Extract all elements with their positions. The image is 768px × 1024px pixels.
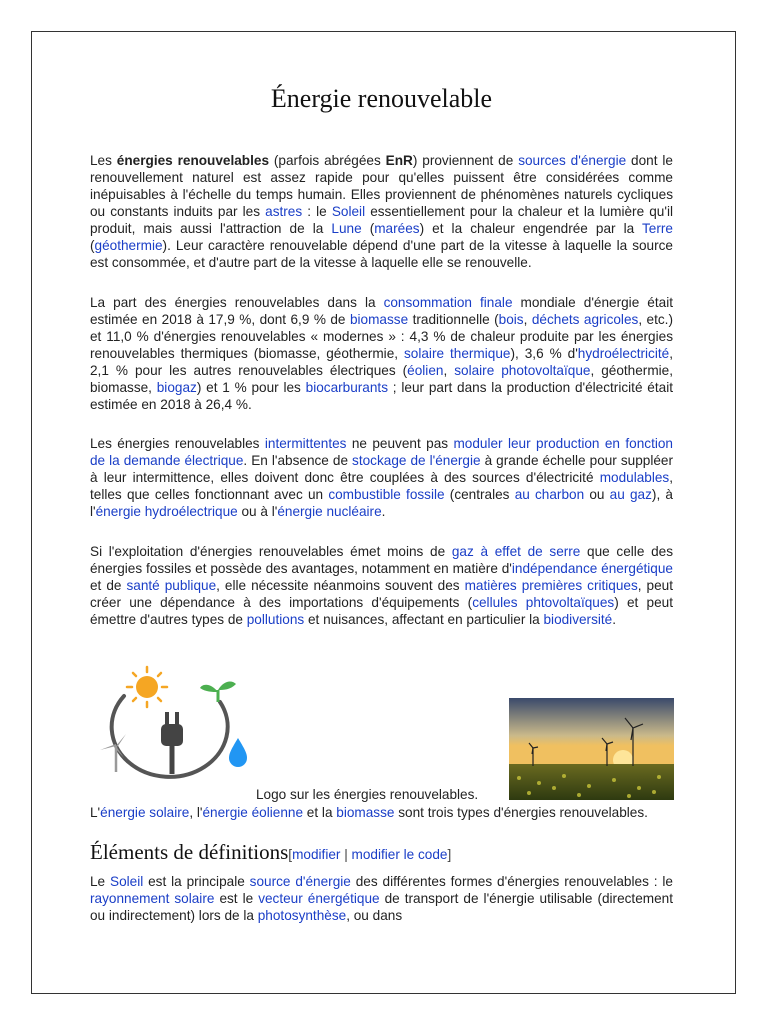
- paragraph-exploitation: Si l'exploitation d'énergies renouvelables émet moins de gaz à effet de serre que celle des énergies fossiles et possède des avantages, notamment en matière d'indépendance énergétique et de santé publique, elle nécessite néanmoins souvent des matières premières critiques, peut créer une dépendance à des importations d'équipements (cellules phtovoltaïques) et peut émettre d'autres types de pollutions et nuisances, affectant en particulier la biodiversité.: [90, 544, 674, 627]
- link-soleil-2[interactable]: Soleil: [110, 874, 144, 889]
- link-sources-energie[interactable]: sources d'énergie: [518, 153, 627, 168]
- link-cellules-photovoltaiques[interactable]: cellules phtovoltaïques: [472, 595, 615, 610]
- link-geothermie[interactable]: géothermie: [94, 238, 163, 253]
- link-moduler-production[interactable]: moduler leur production en fonction de la demande électrique: [90, 436, 673, 468]
- link-matieres-premieres[interactable]: matières premières critiques: [464, 578, 638, 593]
- link-consommation-finale[interactable]: consommation finale: [383, 295, 513, 310]
- link-bois[interactable]: bois: [498, 312, 524, 327]
- link-energie-solaire[interactable]: énergie solaire: [100, 805, 190, 820]
- edit-code-link[interactable]: modifier le code: [351, 847, 448, 862]
- logo-caption: Logo sur les énergies renouvelables.: [256, 787, 479, 802]
- paragraph-intermittence: Les énergies renouvelables intermittentes ne peuvent pas moduler leur production en fonction de la demande électrique. En l'absence de stockage de l'énergie à grande échelle pour suppléer à leur intermittence, elles doivent donc être couplées à des sources d'électricité modulables, telles que celles fonctionnant avec un combustible fossile (centrales au charbon ou au gaz), à l'énergie hydroélectrique ou à l'énergie nucléaire.: [90, 436, 674, 519]
- link-biomasse[interactable]: biomasse: [349, 312, 409, 327]
- sprout-icon: [200, 682, 236, 702]
- edit-link[interactable]: modifier: [292, 847, 341, 862]
- plug-icon: [161, 712, 183, 774]
- paragraph-part: La part des énergies renouvelables dans la consommation finale mondiale d'énergie était estimée en 2018 à 17,9 %, dont 6,9 % de biomasse traditionnelle (bois, déchets agricoles, etc.) et 11,0 % d'énergies renouvelables « modernes » : 4,3 % de chaleur produite par les énergies renouvelables thermiques (biomasse, géothermie, solaire thermique), 3,6 % d'hydroélectricité, 2,1 % pour les autres renouvelables électriques (éolien, solaire photovoltaïque, géothermie, biomasse, biogaz) et 1 % pour les biocarburants ; leur part dans la production d'électricité était estimée en 2018 à 26,4 %.: [90, 295, 674, 412]
- link-au-gaz[interactable]: au gaz: [609, 487, 652, 502]
- water-drop-icon: [229, 738, 247, 767]
- link-dechets-agricoles[interactable]: déchets agricoles: [531, 312, 639, 327]
- link-combustible-fossile[interactable]: combustible fossile: [328, 487, 445, 502]
- paragraph-intro: Les énergies renouvelables (parfois abrégées EnR) proviennent de sources d'énergie dont le renouvellement naturel est assez rapide pour qu'elles puissent être considérées comme inépuisables à l'échelle du temps humain. Elles proviennent de phénomènes naturels cycliques ou constants induits par les astres : le Soleil essentiellement pour la chaleur et la lumière qu'il produit, mais aussi l'attraction de la Lune (marées) et la chaleur engendrée par la Terre (géothermie). Leur caractère renouvelable dépend d'une part de la vitesse à laquelle la source est consommée, et d'autre part de la vitesse à laquelle elle se renouvelle.: [90, 153, 673, 270]
- link-intermittentes[interactable]: intermittentes: [264, 436, 347, 451]
- link-hydroelectricite[interactable]: hydroélectricité: [577, 346, 670, 361]
- link-biodiversite[interactable]: biodiversité: [543, 612, 613, 627]
- paragraph-definitions: Le Soleil est la principale source d'énergie des différentes formes d'énergies renouvelables : le rayonnement solaire est le vecteur énergétique de transport de l'énergie utilisable (directement ou indirectement) lors de la photosynthèse, ou dans: [90, 874, 673, 923]
- link-astres[interactable]: astres: [265, 204, 303, 219]
- link-biogaz[interactable]: biogaz: [156, 380, 197, 395]
- link-modulables[interactable]: modulables: [599, 470, 670, 485]
- link-source-energie[interactable]: source d'énergie: [249, 874, 351, 889]
- page-title: Énergie renouvelable: [270, 84, 493, 113]
- sun-icon: [127, 667, 167, 707]
- link-gaz-effet-serre[interactable]: gaz à effet de serre: [451, 544, 581, 559]
- link-marees[interactable]: marées: [374, 221, 420, 236]
- link-terre[interactable]: Terre: [642, 221, 673, 236]
- link-energie-hydroelectrique[interactable]: énergie hydroélectrique: [95, 504, 238, 519]
- link-solaire-thermique[interactable]: solaire thermique: [404, 346, 511, 361]
- link-energie-nucleaire[interactable]: énergie nucléaire: [277, 504, 382, 519]
- link-photosynthese[interactable]: photosynthèse: [257, 908, 347, 923]
- section-heading: Éléments de définitions[modifier | modifier le code]: [90, 840, 452, 864]
- link-biocarburants[interactable]: biocarburants: [305, 380, 389, 395]
- link-soleil[interactable]: Soleil: [331, 204, 366, 219]
- wind-farm-photo: [509, 698, 674, 800]
- link-lune[interactable]: Lune: [331, 221, 362, 236]
- link-pollutions[interactable]: pollutions: [246, 612, 305, 627]
- link-vecteur-energetique[interactable]: vecteur énergétique: [258, 891, 380, 906]
- link-biomasse-2[interactable]: biomasse: [336, 805, 395, 820]
- link-rayonnement-solaire[interactable]: rayonnement solaire: [90, 891, 215, 906]
- link-stockage-energie[interactable]: stockage de l'énergie: [352, 453, 481, 468]
- link-sante-publique[interactable]: santé publique: [126, 578, 217, 593]
- link-solaire-photovoltaique[interactable]: solaire photovoltaïque: [454, 363, 591, 378]
- link-eolien[interactable]: éolien: [407, 363, 444, 378]
- renewable-logo-image: [90, 662, 250, 782]
- link-au-charbon[interactable]: au charbon: [514, 487, 585, 502]
- link-energie-eolienne[interactable]: énergie éolienne: [202, 805, 304, 820]
- figure-description: L'énergie solaire, l'énergie éolienne et la biomasse sont trois types d'énergies renouvelables.: [90, 805, 648, 820]
- link-independance-energetique[interactable]: indépendance énergétique: [511, 561, 673, 576]
